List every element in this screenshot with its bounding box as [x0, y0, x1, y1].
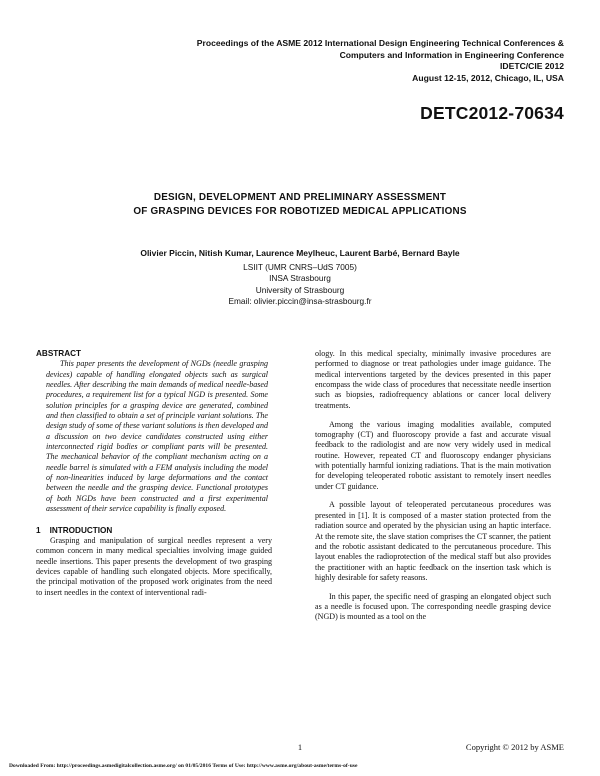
title-line: DESIGN, DEVELOPMENT AND PRELIMINARY ASSESSMENT: [153, 192, 447, 203]
conference-header: [197, 38, 564, 84]
conference-line: August 12-15, 2012, Chicago, IL, USA: [412, 72, 564, 83]
page-number: 1: [297, 742, 303, 752]
body-paragraph: ology. In this medical specialty, minimally invasive procedures are performed to diagnose or treat pathologies under image guidance. The medical interventions targeted by the devices presented in this paper encompass the wide class of procedures that necessitate needle insertion such as biopsies, radiofrequency ablations or cancer local delivery treatments.: [315, 349, 551, 410]
download-notice: Downloaded From: http://proceedings.asmedigitalcollection.asme.org/ on 01/05/2016 Terms of Use: http://www.asme.org/about-asme/terms-of-use: [9, 763, 358, 769]
body-paragraph: Among the various imaging modalities available, computed tomography (CT) and fluoroscopy provide a fast and accurate visual feedback to the radiologist and are now very widely used in medical routine. However, repeated CT and fluoroscopy endanger physicians with potentially harmful ionizing radiations. That is the main motivation for developing teleoperated robotic assistant to remotely insert needles under CT guidance.: [315, 419, 551, 491]
affiliation-email: Email: olivier.piccin@insa-strasbourg.fr: [228, 296, 372, 307]
body-paragraph: In this paper, the specific need of grasping an elongated object such as a needle is focused upon. The corresponding needle grasping device (NGD) is mounted as a tool on the: [315, 591, 551, 622]
body-paragraph: Grasping and manipulation of surgical needles represent a very common concern in many medical specialties involving image guided needle insertions. This paper presents the development of two grasping devices capable of handling such elongated objects. More specifically, the principal motivation of the proposed work originates from the need to insert needles in the context of interventional radi-: [36, 535, 272, 597]
left-column: [36, 349, 272, 606]
conference-line: Proceedings of the ASME 2012 International Design Engineering Technical Conferences &: [196, 38, 564, 48]
section-title: INTRODUCTION: [49, 525, 113, 535]
abstract-text: This paper presents the development of NGDs (needle grasping devices) capable of handling elongated objects such as surgical needles. After describing the main demands of medical needle-based procedures, a requirement list for a typical NGD is presented. Some solution principles for a grasping device are generated, combined and then classified to obtain a set of principle variant solutions. The design study of some of these variant solutions is then developed and a discussion on two device candidates constructed using either interconnected rigid bodies or compliant parts will be presented. The mechanical behavior of the compliant mechanism acting on a needle barrel is simulated with a FEM analysis including the model of non-linearities induced by large deformations and the contact between the needle and the grasping device. Functional prototypes of both NGDs have been constructed and a first experimental assessment of their service capability is finally exposed.: [46, 359, 268, 514]
right-column: [315, 349, 551, 631]
conference-line: Computers and Information in Engineering Conference: [339, 49, 564, 60]
affiliation-line: INSA Strasbourg: [269, 273, 331, 284]
affiliation-line: University of Strasbourg: [255, 284, 345, 295]
title-line: OF GRASPING DEVICES FOR ROBOTIZED MEDICAL APPLICATIONS: [133, 206, 467, 217]
body-paragraph: A possible layout of teleoperated percutaneous procedures was presented in [1]. It is composed of a master station protected from the radiation source and operated by the physician using an haptic interface. At the remote site, the slave station comprises the CT scanner, the patient and the robotic assistant dedicated to the percutaneous procedure. This layout enables the radioprotection of the medical staff but also provides the practitioner with an haptic feedback on the insertion task which is highly desirable for safety reasons.: [315, 500, 551, 582]
copyright-notice: Copyright © 2012 by ASME: [465, 742, 564, 752]
section-number: 1: [36, 525, 41, 535]
affiliation: [0, 262, 600, 308]
section-heading-introduction: [36, 526, 272, 536]
conference-line: IDETC/CIE 2012: [500, 61, 564, 72]
author-list: Olivier Piccin, Nitish Kumar, Laurence Meylheuc, Laurent Barbé, Bernard Bayle: [140, 248, 460, 258]
abstract-heading: ABSTRACT: [36, 349, 82, 358]
affiliation-line: LSIIT (UMR CNRS–UdS 7005): [243, 262, 357, 272]
paper-title: [0, 191, 600, 219]
paper-id: DETC2012-70634: [420, 103, 564, 123]
